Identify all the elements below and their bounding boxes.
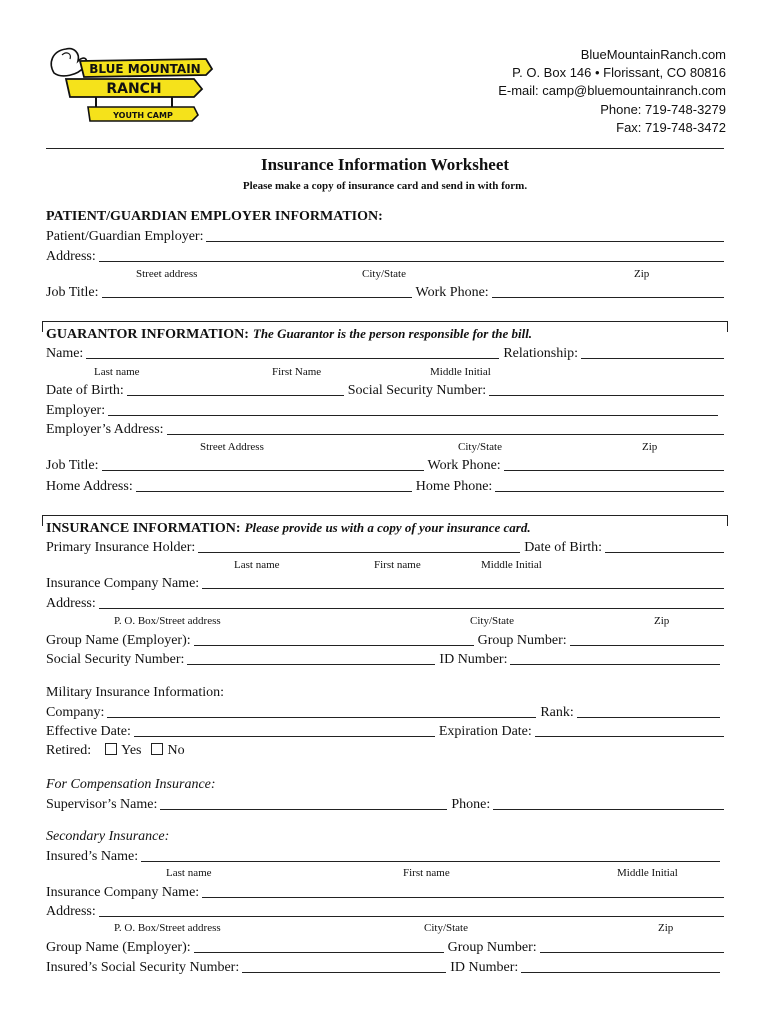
contact-fax: Fax: 719-748-3472 [616,119,726,135]
holder-field[interactable] [198,552,520,553]
military-company-label: Company: [46,705,105,720]
contact-address: P. O. Box 146 • Florissant, CO 80816 [512,65,726,81]
group-name-field[interactable] [194,645,474,646]
group-number-label: Group Number: [477,633,567,648]
insurance-section-heading [46,520,531,537]
secondary-id-field[interactable] [521,972,720,973]
secondary-company-field[interactable] [202,897,724,898]
employer-job-row [46,285,724,301]
insurance-address-field[interactable] [99,608,724,609]
work-phone-field[interactable] [492,297,724,298]
hint-middle-initial: Middle Initial [430,366,491,378]
secondary-company-label: Insurance Company Name: [46,885,200,900]
secondary-title: Secondary Insurance: [46,829,170,844]
contact-website[interactable]: BlueMountainRanch.com [580,47,726,62]
expiration-date-label: Expiration Date: [438,724,532,739]
home-phone-field[interactable] [495,491,724,492]
employer-address-label: Address: [46,249,96,264]
secondary-group-number-label: Group Number: [447,940,537,955]
secondary-address-field[interactable] [99,916,724,917]
company-label: Insurance Company Name: [46,576,200,591]
guarantor-employer-address-field[interactable] [167,434,724,435]
rank-label: Rank: [540,705,574,720]
page-subtitle: Please make a copy of insurance card and send in with form. [242,180,528,192]
company-field[interactable] [202,588,724,589]
guarantor-job-row [46,458,724,474]
id-number-label: ID Number: [439,652,508,667]
secondary-group-number-field[interactable] [540,952,724,953]
guarantor-ssn-label: Social Security Number: [347,383,487,398]
guarantor-employer-field[interactable] [108,415,718,416]
effective-date-label: Effective Date: [46,724,131,739]
secondary-address-row [46,904,724,920]
guarantor-section-heading [46,326,532,343]
holder-dob-label: Date of Birth: [524,540,603,555]
blue-mountain-ranch-logo [44,45,216,131]
employer-field[interactable] [206,241,724,242]
hint-last-name: Last name [94,366,140,378]
insurance-heading-text: INSURANCE INFORMATION: [46,521,241,536]
company-row [46,576,724,592]
hint-po-box: P. O. Box/Street address [114,615,221,627]
guarantor-name-label: Name: [46,346,84,361]
insured-name-field[interactable] [141,861,720,862]
guarantor-employer-label: Employer: [46,403,106,418]
retired-label: Retired: [46,743,92,758]
military-dates-row [46,724,724,740]
home-address-label: Home Address: [46,479,133,494]
group-row [46,633,724,649]
hint-zip: Zip [654,615,670,627]
home-phone-label: Home Phone: [415,479,493,494]
work-phone-label: Work Phone: [415,285,489,300]
secondary-group-name-label: Group Name (Employer): [46,940,191,955]
compensation-phone-field[interactable] [493,809,724,810]
insured-name-row [46,849,724,865]
retired-no-label: No [167,743,185,758]
hint-last-name: Last name [234,559,280,571]
military-company-row [46,705,724,721]
guarantor-dob-label: Date of Birth: [46,383,124,398]
hint-middle-initial: Middle Initial [617,867,678,879]
secondary-ssn-row [46,960,724,976]
contact-email[interactable]: E-mail: camp@bluemountainranch.com [498,83,726,99]
employer-label: Patient/Guardian Employer: [46,229,204,244]
contact-phone: Phone: 719-748-3279 [600,101,726,117]
compensation-phone-label: Phone: [451,797,491,812]
retired-row [46,743,185,759]
secondary-group-row [46,940,724,956]
hint-zip: Zip [658,922,674,934]
supervisor-row [46,797,724,813]
guarantor-home-row [46,479,724,495]
guarantor-ssn-field[interactable] [489,395,724,396]
hint-first-name: First name [403,867,450,879]
guarantor-employer-address-row [46,422,724,438]
insured-name-label: Insured’s Name: [46,849,139,864]
relationship-label: Relationship: [503,346,578,361]
hint-street: Street address [136,268,198,280]
job-title-label: Job Title: [46,285,99,300]
insurance-ssn-label: Social Security Number: [46,652,185,667]
hint-zip: Zip [634,268,650,280]
home-address-field[interactable] [136,491,412,492]
employer-address-row [46,249,724,265]
secondary-address-label: Address: [46,904,96,919]
guarantor-heading-text: GUARANTOR INFORMATION: [46,327,249,342]
insurance-note: Please provide us with a copy of your insurance card. [244,520,531,535]
hint-po-box: P. O. Box/Street address [114,922,221,934]
retired-no-checkbox[interactable] [151,743,163,755]
hint-city: City/State [362,268,406,280]
hint-first-name: First name [374,559,421,571]
rank-field[interactable] [577,717,720,718]
contact-info [498,46,726,137]
group-number-field[interactable] [570,645,724,646]
hint-city: City/State [424,922,468,934]
logo-line-3: YOUTH CAMP [113,111,173,120]
secondary-ssn-field[interactable] [242,972,446,973]
guarantor-job-title-field[interactable] [102,470,424,471]
supervisor-field[interactable] [160,809,447,810]
guarantor-work-phone-field[interactable] [504,470,724,471]
employer-row [46,229,724,245]
holder-row [46,540,724,556]
hint-zip: Zip [642,441,658,453]
holder-label: Primary Insurance Holder: [46,540,196,555]
guarantor-work-phone-label: Work Phone: [427,458,501,473]
guarantor-employer-row [46,403,724,419]
relationship-field[interactable] [581,358,724,359]
page-title: Insurance Information Worksheet [260,155,510,174]
hint-middle-initial: Middle Initial [481,559,542,571]
group-name-label: Group Name (Employer): [46,633,191,648]
ssn-id-row [46,652,724,668]
employer-section-heading: PATIENT/GUARDIAN EMPLOYER INFORMATION: [46,209,383,224]
secondary-company-row [46,885,724,901]
insurance-address-label: Address: [46,596,96,611]
retired-yes-checkbox[interactable] [105,743,117,755]
id-number-field[interactable] [510,664,720,665]
retired-yes-label: Yes [121,743,142,758]
guarantor-name-row [46,346,724,362]
secondary-id-label: ID Number: [450,960,519,975]
guarantor-employer-address-label: Employer’s Address: [46,422,164,437]
hint-city: City/State [470,615,514,627]
header-divider [46,148,724,149]
guarantor-name-field[interactable] [86,358,499,359]
expiration-date-field[interactable] [535,736,724,737]
guarantor-note: The Guarantor is the person responsible for the bill. [252,326,533,341]
hint-street: Street Address [200,441,264,453]
holder-dob-field[interactable] [605,552,724,553]
secondary-ssn-label: Insured’s Social Security Number: [46,960,240,975]
military-company-field[interactable] [107,717,536,718]
supervisor-label: Supervisor’s Name: [46,797,158,812]
secondary-group-name-field[interactable] [194,952,444,953]
logo-line-2: RANCH [106,81,162,97]
hint-first-name: First Name [272,366,322,378]
job-title-field[interactable] [102,297,412,298]
insurance-ssn-field[interactable] [187,664,435,665]
compensation-title: For Compensation Insurance: [46,777,216,792]
effective-date-field[interactable] [134,736,435,737]
guarantor-dob-field[interactable] [127,395,344,396]
employer-address-field[interactable] [99,261,724,262]
insurance-address-row [46,596,724,612]
military-title: Military Insurance Information: [46,685,225,700]
guarantor-job-title-label: Job Title: [46,458,99,473]
guarantor-dob-row [46,383,724,399]
logo-line-1: BLUE MOUNTAIN [89,62,201,76]
hint-city: City/State [458,441,502,453]
hint-last-name: Last name [166,867,212,879]
